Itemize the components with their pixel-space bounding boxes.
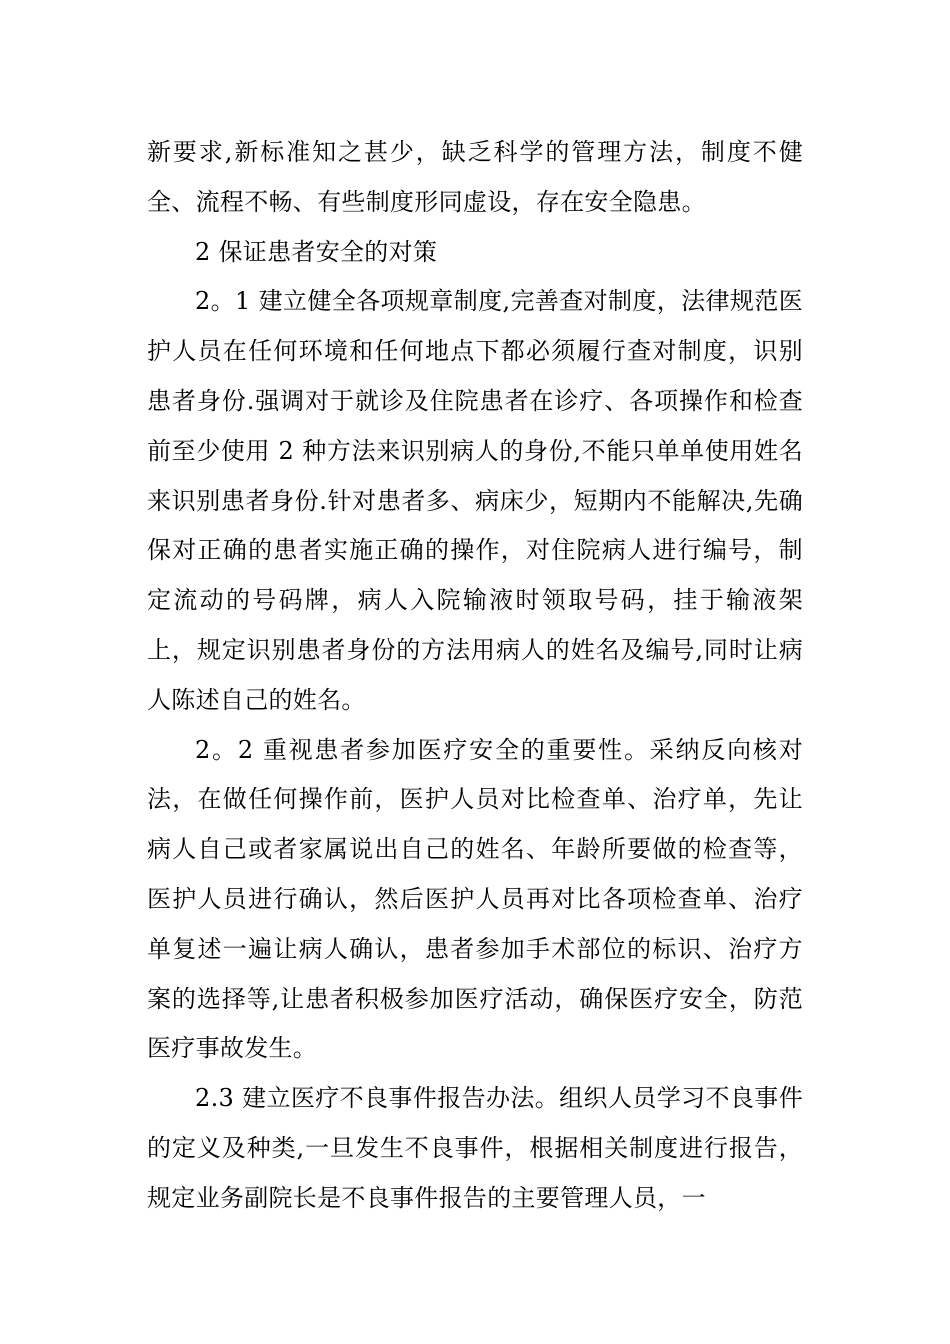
paragraph-2-2: 2。2 重视患者参加医疗安全的重要性。采纳反向核对法，在做任何操作前，医护人员对比检查单、治疗单，先让病人自己或者家属说出自己的姓名、年龄所要做的检查等，医护人员进行确认，然后医护人员再对比各项检查单、治疗单复述一遍让病人确认，患者参加手术部位的标识、治疗方案的选择等,让患者积极参加医疗活动，确保医疗安全，防范医疗事故发生。 xyxy=(147,735,803,1063)
paragraph-2-1: 2。1 建立健全各项规章制度,完善查对制度，法律规范医护人员在任何环境和任何地点下都必须履行查对制度，识别患者身份.强调对于就诊及住院患者在诊疗、各项操作和检查前至少使用 2 种方法来识别病人的身份,不能只单单使用姓名来识别患者身份.针对患者多、病床少，短期内不能解决,先确保对正确的患者实施正确的操作，对住院病人进行编号，制定流动的号码牌，病人入院输液时领取号码，挂于输液架上，规定识别患者身份的方法用病人的姓名及编号,同时让病人陈述自己的姓名。 xyxy=(147,287,803,714)
paragraph-continuation: 新要求,新标准知之甚少，缺乏科学的管理方法，制度不健全、流程不畅、有些制度形同虚设，存在安全隐患。 xyxy=(147,138,803,216)
paragraph-2-3: 2.3 建立医疗不良事件报告办法。组织人员学习不良事件的定义及种类,一旦发生不良事件，根据相关制度进行报告，规定业务副院长是不良事件报告的主要管理人员，一 xyxy=(147,1084,803,1212)
section-heading: 2 保证患者安全的对策 xyxy=(195,237,438,266)
document-body xyxy=(147,128,803,1224)
